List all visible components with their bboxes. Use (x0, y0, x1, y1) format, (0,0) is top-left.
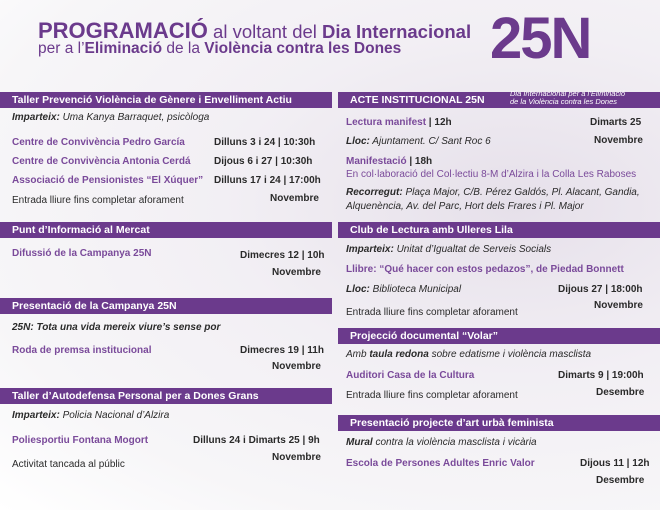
manifest-line (346, 116, 452, 129)
lloc-label: Lloc: (346, 284, 370, 295)
header-text: al voltant del (207, 21, 323, 42)
item-date: Dimecres 19 | 11h (240, 345, 324, 356)
header-title-line-2 (38, 40, 401, 58)
lloc-line (346, 283, 461, 296)
entry-note: Entrada lliure fins completar aforament (346, 390, 518, 401)
venue-date: Dijous 6 i 27 | 10:30h (214, 156, 313, 167)
route-value: Plaça Major, C/B. Pérez Galdós, Pl. Alacant, Gandia, (402, 187, 640, 198)
campaign-motto: 25N: Tota una vida mereix viure’s sense por (12, 322, 221, 333)
venue-name: Centre de Convivència Pedro García (12, 137, 185, 148)
event-date: Dijous 11 | 12h (580, 458, 650, 469)
section-title-acte-institucional: ACTE INSTITUCIONAL 25N (338, 92, 660, 108)
closed-note: Activitat tancada al públic (12, 459, 125, 470)
imparteix-line (12, 409, 169, 422)
imparteix-label: Imparteix: (12, 112, 60, 123)
side-note-line: de la Violència contra les Dones (510, 97, 618, 106)
event-date: Dijous 27 | 18:00h (558, 284, 643, 295)
item-name: Roda de premsa institucional (12, 345, 152, 356)
manifestacio-time: | 18h (406, 156, 433, 167)
big-25n-logo: 25N (490, 6, 591, 71)
venue-date: Dilluns 3 i 24 | 10:30h (214, 137, 316, 148)
route-line-2: Alquenència, Av. del Parc, Hort dels Frares i Pl. Major (346, 201, 584, 212)
item-date: Dilluns 24 i Dimarts 25 | 9h (193, 435, 320, 446)
item-name: Auditori Casa de la Cultura (346, 370, 475, 381)
imparteix-value: Policia Nacional d’Alzira (59, 410, 170, 421)
imparteix-line (346, 243, 551, 256)
month-label: Novembre (272, 361, 321, 372)
header-dia-internacional: Dia Internacional (322, 21, 472, 42)
month-label: Novembre (594, 300, 643, 311)
collab-text: En col·laboració del Col·lectiu 8-M d’Alzira i la Colla Les Raboses (346, 169, 637, 180)
month-label: Desembre (596, 387, 645, 398)
month-label: Novembre (272, 267, 321, 278)
desc-line (346, 436, 537, 449)
desc-line (346, 348, 591, 361)
desc-bold: taula redona (369, 349, 429, 360)
item-name: Difussió de la Campanya 25N (12, 248, 152, 259)
event-date: Dimarts 9 | 19:00h (558, 370, 644, 381)
imparteix-value: Uma Kanya Barraquet, psicòloga (59, 112, 210, 123)
desc-text: sobre edatisme i violència masclista (428, 349, 592, 360)
imparteix-line (12, 111, 209, 124)
venue-name: Centre de Convivència Antonia Cerdá (12, 156, 191, 167)
item-date: Dimecres 12 | 10h (240, 250, 325, 261)
route-line-1 (346, 186, 640, 199)
header-violencia: Violència contra les Dones (204, 40, 402, 57)
desc-text: Amb (346, 349, 370, 360)
imparteix-value: Unitat d’Igualtat de Serveis Socials (393, 244, 552, 255)
month-label: Novembre (270, 193, 319, 204)
month-label: Novembre (272, 452, 321, 463)
imparteix-label: Imparteix: (12, 410, 60, 421)
header-text: per a l’ (38, 40, 85, 57)
section-title-projeccio-volar: Projecció documental “Volar” (338, 328, 660, 344)
lloc-value: Ajuntament. C/ Sant Roc 6 (369, 136, 491, 147)
event-date: Dimarts 25 (590, 117, 642, 128)
entry-note: Entrada lliure fins completar aforament (346, 307, 518, 318)
header-programacio: PROGRAMACIÓ (38, 18, 208, 43)
book-title: Llibre: “Qué hacer con estos pedazos”, de Piedad Bonnett (346, 264, 624, 275)
manifestacio-label: Manifestació (346, 156, 407, 167)
venue-name: Associació de Pensionistes “El Xúquer” (12, 175, 204, 186)
side-note-line: Dia Internacional per a l’Eliminació (510, 89, 626, 98)
venue-date: Dilluns 17 i 24 | 17:00h (214, 175, 321, 186)
section-title-art-urba: Presentació projecte d’art urbà feminista (338, 415, 660, 431)
item-name: Poliesportiu Fontana Mogort (12, 435, 149, 446)
desc-text: contra la violència masclista i vicària (372, 437, 537, 448)
month-label: Desembre (596, 475, 645, 486)
manifestacio-line (346, 155, 432, 168)
section-title-taller-prevencio: Taller Prevenció Violència de Gènere i Envelliment Actiu (0, 92, 332, 108)
imparteix-label: Imparteix: (346, 244, 394, 255)
lloc-value: Biblioteca Municipal (369, 284, 462, 295)
manifest-label: Lectura manifest (346, 117, 427, 128)
section-title-club-lectura: Club de Lectura amb Ulleres Lila (338, 222, 660, 238)
section-title-punt-informacio: Punt d’Informació al Mercat (0, 222, 332, 238)
manifest-time: | 12h (426, 117, 452, 128)
entry-note: Entrada lliure fins completar aforament (12, 195, 184, 206)
section-title-taller-autodefensa: Taller d’Autodefensa Personal per a Dones Grans (0, 388, 332, 404)
lloc-line (346, 135, 491, 148)
side-note (510, 90, 625, 106)
section-title-presentacio-campanya: Presentació de la Campanya 25N (0, 298, 332, 314)
lloc-label: Lloc: (346, 136, 370, 147)
item-name: Escola de Persones Adultes Enric Valor (346, 458, 535, 469)
month-label: Novembre (594, 135, 643, 146)
header-text: de la (162, 40, 205, 57)
header-eliminacio: Eliminació (84, 40, 163, 57)
route-label: Recorregut: (346, 187, 403, 198)
desc-bold: Mural (346, 437, 373, 448)
